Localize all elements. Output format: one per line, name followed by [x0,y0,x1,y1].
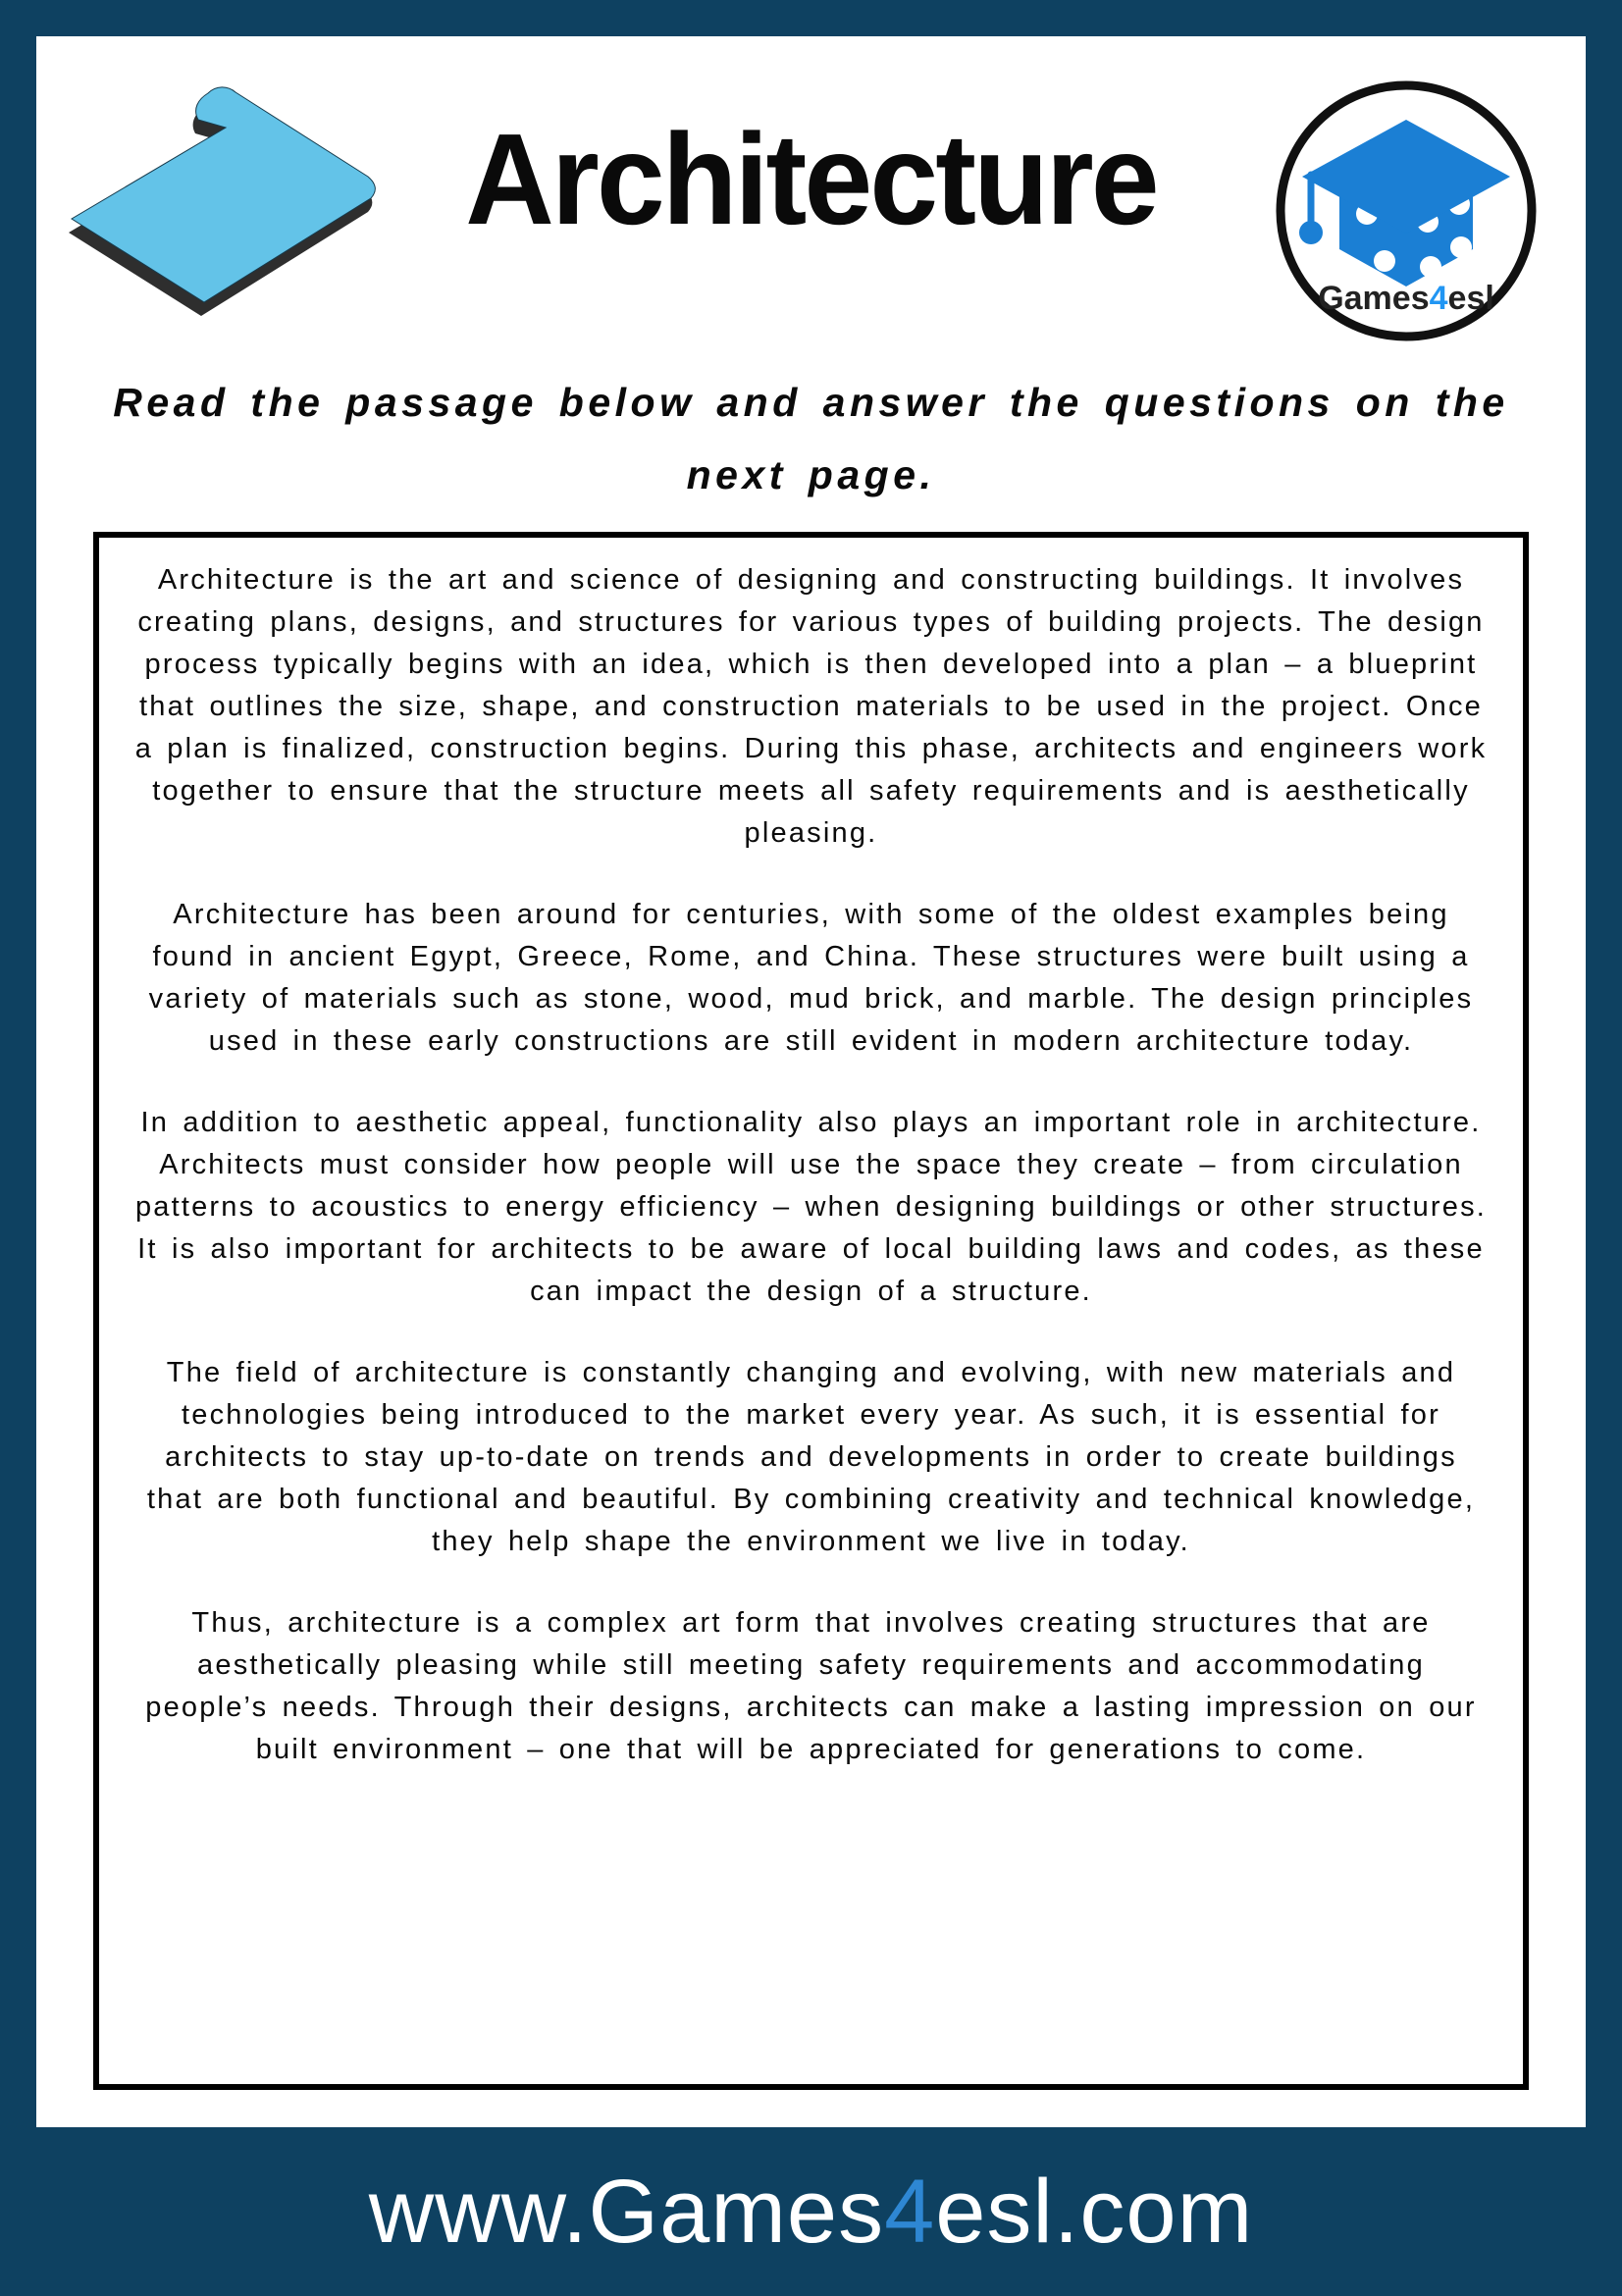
page-content [36,36,1586,2127]
dice-pip [1420,256,1441,278]
logo-brand-suffix: esl [1447,280,1494,317]
instruction-text: Read the passage below and answer the questions on the next page. [113,380,1509,497]
passage-paragraph-4: The field of architecture is constantly changing and evolving, with new materials and technologies being introduced to the market every year. As such, it is essential for architects to stay up-to-date on trends and developments in order to create buildings that are both functional and beautiful. By combining creativity and technical knowledge, they help shape the environment we live in today. [146,1357,1476,1557]
footer-url [369,2161,1253,2264]
passage-paragraph-2: Architecture has been around for centuries, with some of the oldest examples being found in ancient Egypt, Greece, Rome, and China. These structures were built using a variety of materials such as stone, wood, mud brick, and marble. The design principles used in these early constructions are still evident in modern architecture today. [148,899,1474,1057]
logo-brand-accent: 4 [1429,280,1448,317]
passage-paragraph-1: Architecture is the art and science of designing and constructing buildings. It involves creating plans, designs, and structures for various types of building projects. The design process typically begins with an idea, which is then developed into a plan – a blueprint that outlines the size, shape, and construction materials to be used in the project. Once a plan is finalized, construction begins. During this phase, architects and engineers work together to ensure that the structure meets all safety requirements and is aesthetically pleasing. [134,564,1488,849]
passage-paragraph-3: In addition to aesthetic appeal, functionality also plays an important role in architecture. Architects must consider how people will use the space they create – from circulation patterns to acoustics to energy efficiency – when designing buildings or other structures. It is also important for architects to be aware of local building laws and codes, as these can impact the design of a structure. [134,1107,1488,1307]
footer-url-accent: 4 [884,2161,936,2262]
footer [0,2127,1622,2296]
passage-box [93,532,1529,2090]
logo-brand-text [1274,280,1539,318]
passage-paragraph-5: Thus, architecture is a complex art form that involves creating structures that are aesthetically pleasing while still meeting safety requirements and accommodating people’s needs. Through their designs, architects can make a lasting impression on our built environment – one that will be appreciated for generations to come. [145,1607,1477,1765]
page-title: Architecture [465,107,1157,251]
dice-pip [1374,250,1395,272]
logo-brand-prefix: Games [1318,280,1430,317]
games4esl-logo [1274,78,1539,343]
footer-url-suffix: esl.com [935,2161,1254,2262]
dice-pip [1450,236,1472,258]
footer-url-prefix: www.Games [368,2161,885,2262]
tassel-ball [1299,221,1323,244]
